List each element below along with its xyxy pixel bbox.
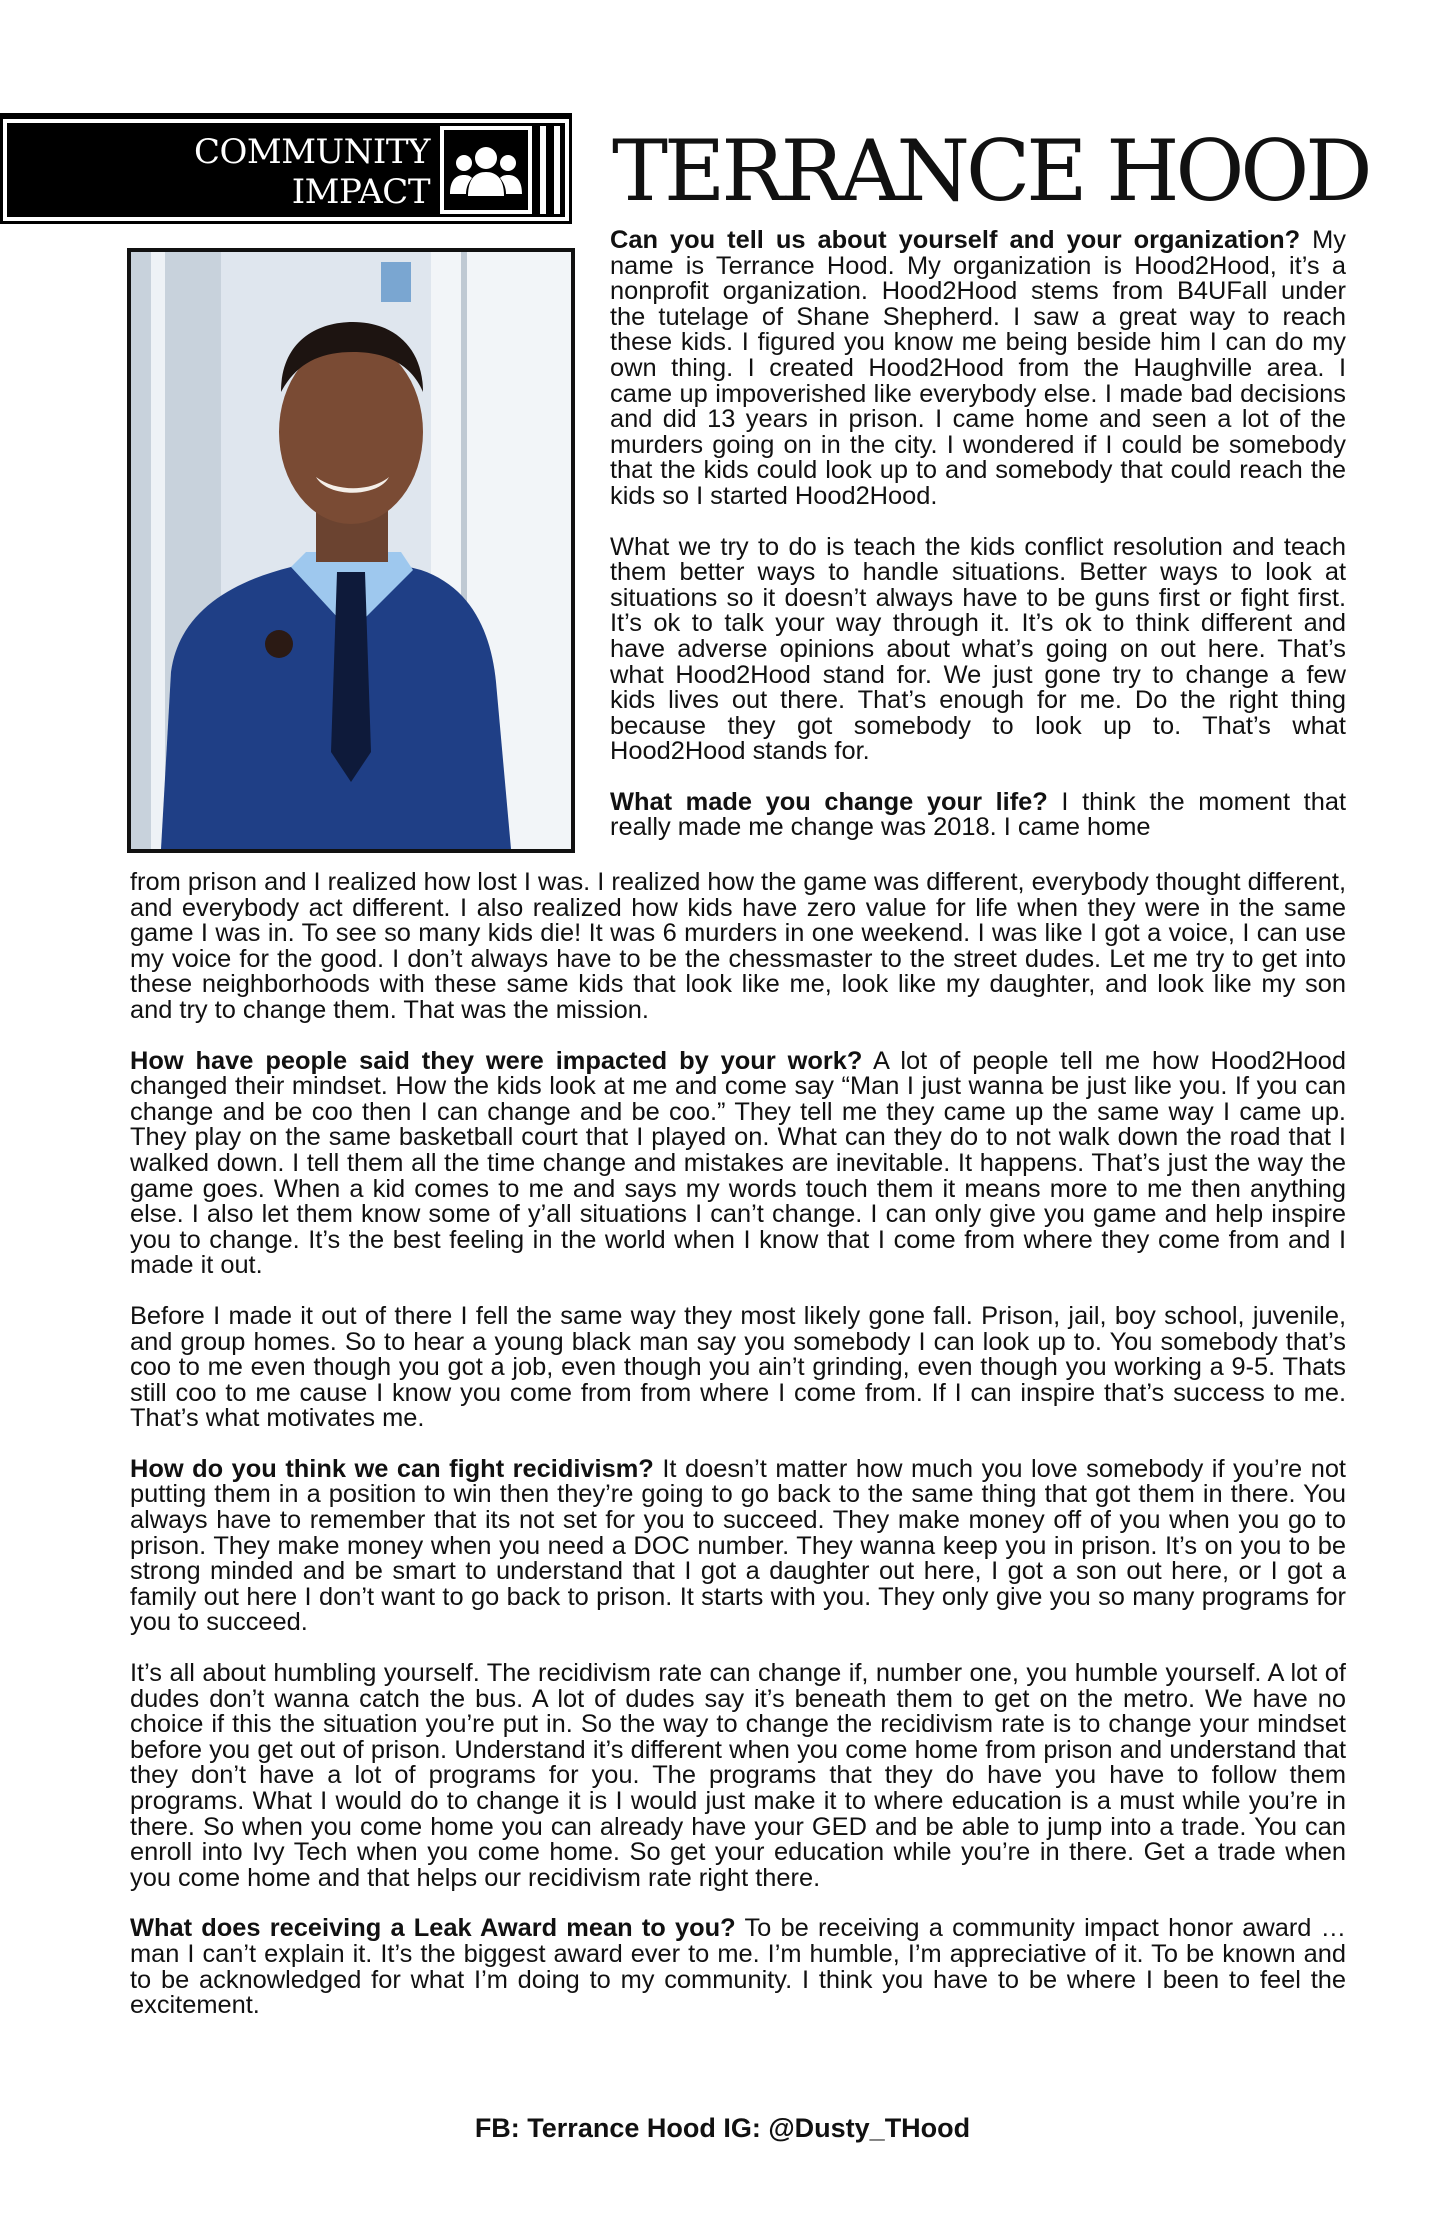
section-label-line1: COMMUNITY bbox=[194, 132, 430, 172]
answer-change-rest: from prison and I realized how lost I was. I realized how the game was different, everybody thought different, and everybody act different. I also realized how kids have zero value for life when they were in the same game I was in. To see so many kids die! It was 6 murders in one weekend. I was like I got a voice, I can use my voice for the good. I don’t always have to be the chessmaster to the street dudes. Let me try to get into these neighborhoods with these same kids that look like me, look like my daughter, and look like my son and try to change them. That was the mission. bbox=[130, 868, 1346, 1024]
section-label-line2: IMPACT bbox=[291, 172, 430, 212]
people-group-icon bbox=[440, 126, 532, 214]
question-award: What does receiving a Leak Award mean to you? bbox=[130, 1914, 736, 1943]
full-column bbox=[130, 870, 1346, 2044]
qa-impact bbox=[130, 1046, 1347, 1280]
answer-award: To be receiving a community impact honor award …man I can’t explain it. It’s the biggest award ever to me. I’m humble, I’m appreciative of it. To be known and to be acknowledged for what I’m doing to my community. I think you have to be where I been to feel the excitement. bbox=[130, 1914, 1346, 2020]
paragraph-before: Before I made it out of there I fell the same way they most likely gone fall. Prison, jail, boy school, juvenile, and group homes. So to hear a young black man say you somebody I can look up to. You somebody that’s coo to me even though you got a job, even though you ain’t grinding, even though you working a 9-5. Thats still coo to me cause I know you come from from where I come from. If I can inspire that’s success to me. That’s what motivates me. bbox=[130, 1301, 1346, 1433]
paragraph-humbling: It’s all about humbling yourself. The recidivism rate can change if, number one, you humble yourself. A lot of dudes don’t wanna catch the bus. A lot of dudes say it’s beneath them to get on the metro. We have no choice if this the situation you’re put in. So the way to change the recidivism rate is to change your mindset before you get out of prison. Understand it’s different when you come home from prison and understand that they don’t have a lot of programs for you. The programs that they do have you have to follow them programs. What I would do to change it is I would just make it to where education is a must while you’re in there. So when you come home you can already have your GED and be able to jump into a trade. You can enroll into Ivy Tech when you come home. So get your education while you’re in there. Get a trade when you come home and that helps our recidivism rate right there. bbox=[130, 1659, 1346, 1892]
right-column bbox=[610, 228, 1346, 841]
qa-about bbox=[610, 228, 1346, 510]
question-change: What made you change your life? bbox=[610, 787, 1048, 816]
answer-about: My name is Terrance Hood. My organization is Hood2Hood, it’s a nonprofit organization. Hood2Hood stems from B4UFall under the tutelage of Shane Shepherd. I saw a great way to reach these kids. I figured you know me being beside him I can do my own thing. I created Hood2Hood from the Haughville area. I came up impoverished like everybody else. I made bad decisions and did 13 years in prison. I came home and seen a lot of the murders going on in the city. I wondered if I could be somebody that the kids could look up to and somebody that could reach the kids so I started Hood2Hood. bbox=[610, 226, 1346, 510]
qa-recidivism bbox=[130, 1454, 1346, 1637]
question-about: Can you tell us about yourself and your organization? bbox=[610, 226, 1301, 254]
answer-recidivism: It doesn’t matter how much you love somebody if you’re not putting them in a position to win then they’re going to go back to the same thing that got them in there. You always have to remember that its not set for you to succeed. They make money off of you when you go to prison. They make money when you need a DOC number. They wanna keep you in prison. It’s on you to be strong minded and be smart to understand that I got a daughter out here, I got a son out here, or I got a family out here I don’t want to go back to prison. It starts with you. They only give you so many programs for you to succeed. bbox=[130, 1454, 1346, 1637]
header-stripe bbox=[554, 126, 560, 214]
people-group-icon-svg bbox=[444, 130, 528, 210]
section-header-bar bbox=[0, 113, 572, 224]
social-handles: FB: Terrance Hood IG: @Dusty_THood bbox=[474, 2113, 971, 2143]
qa-award bbox=[130, 1916, 1346, 2018]
page-title: TERRANCE HOOD bbox=[612, 122, 1369, 220]
answer-change-top: I think the moment that really made me change was 2018. I came home bbox=[610, 787, 1346, 842]
paragraph-mission: What we try to do is teach the kids conflict resolution and teach them better ways to handle situations. Better ways to look at situations so it doesn’t always have to be guns first or fight first. It’s ok to talk your way through it. It’s ok to think different and have adverse opinions about what’s going on out here. That’s what Hood2Hood stand for. We just gone try to change a few kids lives out there. That’s enough for me. Do the right thing because they got somebody to look up to. That’s what Hood2Hood stands for. bbox=[610, 532, 1346, 766]
portrait-illustration bbox=[131, 252, 571, 849]
answer-impact: A lot of people tell me how Hood2Hood changed their mindset. How the kids look at me and come say “Man I just wanna be just like you. If you can change and be coo then I can change and be coo.” They tell me they came up the same way I came up. They play on the same basketball court that I played on. What can they do to not walk down the road that I walked down. I tell them all the time change and mistakes are inevitable. It happens. That’s just the way the game goes. When a kid comes to me and says my words touch them it means more to me then anything else. I also let them know some of y’all situations I can’t change. I can only give you game and help inspire you to change. It’s the best feeling in the world when I know that I come from where they come from and I made it out. bbox=[130, 1046, 1347, 1280]
header-stripe bbox=[540, 126, 546, 214]
question-impact: How have people said they were impacted by your work? bbox=[130, 1046, 863, 1075]
qa-change-top bbox=[610, 787, 1346, 842]
section-label bbox=[168, 132, 430, 212]
question-recidivism: How do you think we can fight recidivism? bbox=[130, 1454, 654, 1483]
portrait-photo bbox=[127, 248, 575, 853]
